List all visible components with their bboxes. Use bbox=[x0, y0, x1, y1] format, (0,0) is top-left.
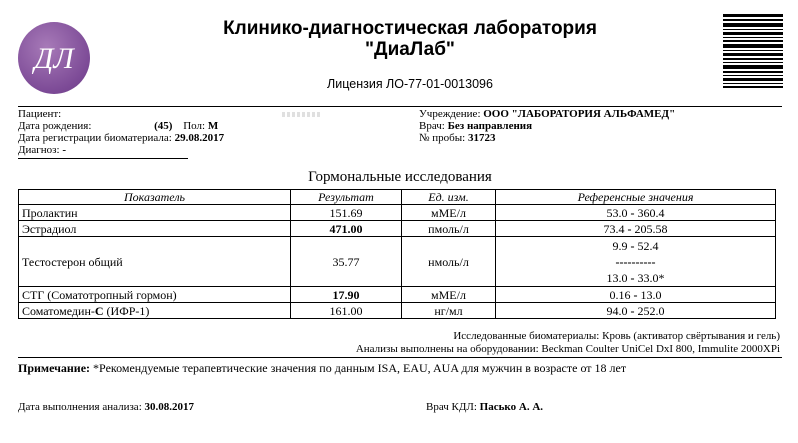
row-name: Пролактин bbox=[19, 205, 291, 221]
lab-doctor-name: Пасько А. А. bbox=[479, 401, 544, 413]
patient-name-redacted bbox=[282, 112, 322, 117]
header-reference: Референсные значения bbox=[496, 190, 776, 205]
table-row bbox=[19, 303, 776, 319]
header-parameter: Показатель bbox=[19, 190, 291, 205]
row-unit: нмоль/л bbox=[402, 237, 496, 287]
row-result: 35.77 bbox=[291, 237, 402, 287]
logo-text: ДЛ bbox=[34, 42, 74, 75]
row-unit: мМЕ/л bbox=[402, 205, 496, 221]
row-unit: нг/мл bbox=[402, 303, 496, 319]
row-result: 17.90 bbox=[291, 287, 402, 303]
header-result: Результат bbox=[291, 190, 402, 205]
patient-age: (45) bbox=[154, 120, 173, 132]
note bbox=[18, 361, 626, 376]
lab-title: Клинико-диагностическая лаборатория bbox=[223, 18, 597, 39]
diagnosis-label: Диагноз: bbox=[18, 144, 60, 156]
footer-divider bbox=[18, 357, 782, 358]
barcode bbox=[723, 14, 783, 88]
equipment-info: Анализы выполнены на оборудовании: Beckman Coulter UniCel DxI 800, Immulite 2000XPi bbox=[355, 343, 780, 355]
row-result: 471.00 bbox=[291, 221, 402, 237]
row-reference: 53.0 - 360.4 bbox=[496, 205, 776, 221]
patient-sex: М bbox=[207, 120, 219, 132]
sex-label: Пол: bbox=[183, 120, 206, 132]
row-reference: 73.4 - 205.58 bbox=[496, 221, 776, 237]
row-result: 151.69 bbox=[291, 205, 402, 221]
doctor-label: Врач: bbox=[419, 120, 445, 132]
row-result: 161.00 bbox=[291, 303, 402, 319]
row-unit: пмоль/л bbox=[402, 221, 496, 237]
row-unit: мМЕ/л bbox=[402, 287, 496, 303]
row-name: Соматомедин-С (ИФР-1) bbox=[19, 303, 291, 319]
lab-logo-mark bbox=[18, 22, 90, 94]
lab-doctor bbox=[426, 401, 543, 413]
diagnosis-underline bbox=[18, 158, 188, 159]
results-table bbox=[18, 189, 776, 319]
section-title: Гормональные исследования bbox=[308, 169, 492, 185]
table-row bbox=[19, 237, 776, 287]
table-row bbox=[19, 205, 776, 221]
patient-label: Пациент: bbox=[18, 108, 62, 120]
table-header-row bbox=[19, 190, 776, 205]
header-divider bbox=[18, 106, 782, 107]
lab-logo bbox=[18, 22, 90, 94]
reg-date-label: Дата регистрации биоматериала: bbox=[18, 132, 172, 144]
reg-date: 29.08.2017 bbox=[174, 132, 225, 144]
header-unit: Ед. изм. bbox=[402, 190, 496, 205]
lab-doctor-label: Врач КДЛ: bbox=[426, 401, 477, 413]
institution-name: ООО "ЛАБОРАТОРИЯ АЛЬФАМЕД" bbox=[483, 108, 676, 120]
license-number: Лицензия ЛО-77-01-0013096 bbox=[327, 77, 493, 91]
analysis-date bbox=[18, 401, 194, 413]
row-name: СТГ (Соматотропный гормон) bbox=[19, 287, 291, 303]
birth-label: Дата рождения: bbox=[18, 120, 92, 132]
row-reference: 9.9 - 52.4 ---------- 13.0 - 33.0* bbox=[496, 237, 776, 287]
row-name: Тестостерон общий bbox=[19, 237, 291, 287]
analysis-date-label: Дата выполнения анализа: bbox=[18, 401, 142, 413]
doctor-name: Без направления bbox=[447, 120, 533, 132]
table-row bbox=[19, 287, 776, 303]
diagnosis: - bbox=[62, 144, 66, 156]
table-row bbox=[19, 221, 776, 237]
row-reference: 94.0 - 252.0 bbox=[496, 303, 776, 319]
row-reference: 0.16 - 13.0 bbox=[496, 287, 776, 303]
institution-label: Учреждение: bbox=[419, 108, 481, 120]
row-name: Эстрадиол bbox=[19, 221, 291, 237]
institution-info bbox=[419, 108, 675, 144]
biomaterial-info: Исследованные биоматериалы: Кровь (активатор свёртывания и гель) bbox=[453, 330, 780, 342]
sample-label: № пробы: bbox=[419, 132, 466, 144]
sample-number: 31723 bbox=[467, 132, 496, 144]
note-text: *Рекомендуемые терапевтические значения по данным ISA, EAU, AUA для мужчин в возрасте от 18 лет bbox=[93, 361, 627, 375]
lab-name: "ДиаЛаб" bbox=[365, 39, 455, 60]
note-label: Примечание: bbox=[18, 361, 91, 375]
analysis-date-value: 30.08.2017 bbox=[144, 401, 194, 413]
patient-info bbox=[18, 108, 322, 156]
